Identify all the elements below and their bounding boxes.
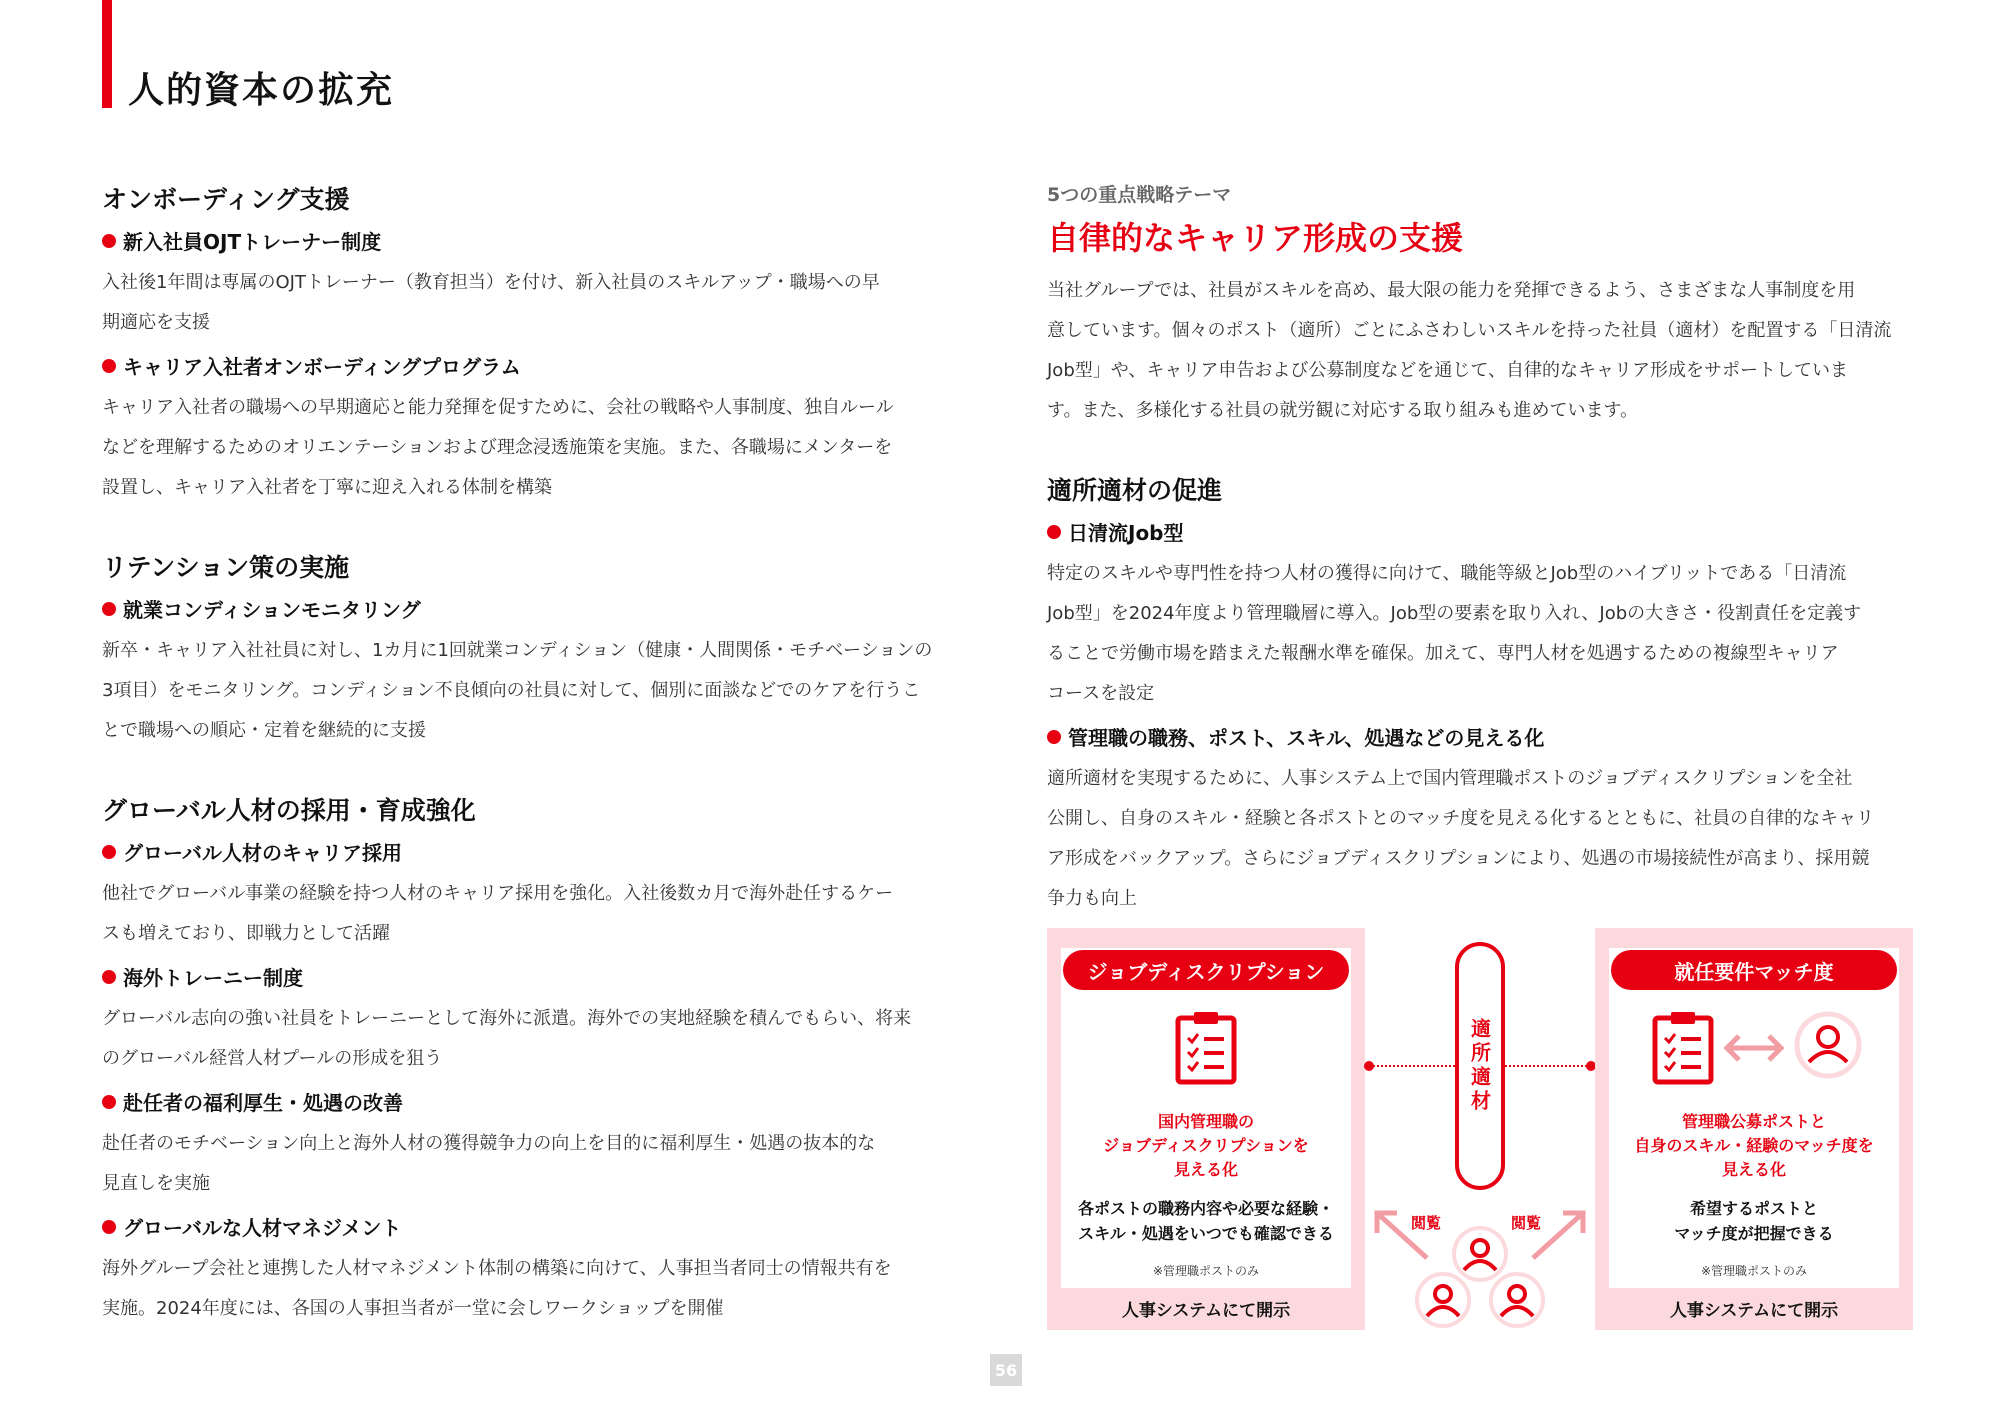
- bullet-dot: [102, 234, 116, 248]
- subheading: [102, 226, 968, 255]
- text-line: 新卒・キャリア入社社員に対し、1カ月に1回就業コンディション（健康・人間関係・モチベーションの: [102, 640, 933, 661]
- paragraph: [102, 874, 968, 954]
- bullet-dot: [1047, 730, 1061, 744]
- subheading: [102, 1212, 968, 1241]
- text-line: マッチ度が把握できる: [1674, 1224, 1834, 1243]
- text-line: 見える化: [1721, 1160, 1786, 1179]
- text-line: スも増えており、即戦力として活躍: [102, 923, 390, 944]
- intro-paragraph: [1047, 271, 1913, 431]
- text-line: Job型」や、キャリア申告および公募制度などを通じて、自律的なキャリア形成をサポートしていま: [1047, 360, 1849, 381]
- text-line: 実施。2024年度には、各国の人事担当者が一堂に会しワークショップを開催: [102, 1298, 724, 1319]
- capsule-label: 適所適材: [1467, 1018, 1492, 1114]
- subheading-text: グローバルな人材マネジメント: [123, 1216, 402, 1240]
- left-column: [102, 180, 968, 1329]
- text-line: 入社後1年間は専属のOJTトレーナー（教育担当）を付け、新入社員のスキルアップ・職場への早: [102, 272, 880, 293]
- bullet-dot: [102, 970, 116, 984]
- subheading: [102, 351, 968, 380]
- panel-note: ※管理職ポストのみ: [1700, 1264, 1808, 1278]
- text-line: ジョブディスクリプションを: [1103, 1136, 1309, 1155]
- section-global: [102, 791, 968, 1329]
- text-line: ることで労働市場を踏まえた報酬水準を確保。加えて、専門人材を処遇するための複線型キャリア: [1047, 643, 1839, 664]
- paragraph: [102, 631, 968, 751]
- placement-capsule: [1455, 942, 1505, 1190]
- text-line: グローバル志向の強い社員をトレーニーとして海外に派遣。海外での実地経験を積んでもらい、将来: [102, 1008, 912, 1029]
- theme-label: 5つの重点戦略テーマ: [1047, 184, 1232, 206]
- panel-footer: 人事システムにて開示: [1669, 1301, 1839, 1321]
- paragraph: [1047, 759, 1913, 919]
- subheading: [102, 837, 968, 866]
- view-label-right: 閲覧: [1511, 1214, 1542, 1232]
- text-line: 3項目）をモニタリング。コンディション不良傾向の社員に対して、個別に面談などでのケアを行うこ: [102, 680, 921, 701]
- panel-pill-label: 就任要件マッチ度: [1611, 950, 1897, 990]
- text-line: Job型」を2024年度より管理職層に導入。Job型の要素を取り入れ、Jobの大きさ・役割責任を定義す: [1047, 603, 1862, 624]
- subheading-text: キャリア入社者オンボーディングプログラム: [123, 355, 521, 379]
- paragraph: [1047, 554, 1913, 714]
- bullet-dot: [102, 1220, 116, 1234]
- paragraph: [102, 999, 968, 1079]
- clipboard-icon: [1651, 1010, 1715, 1086]
- text-line: 各ポストの職務内容や必要な経験・: [1077, 1199, 1334, 1218]
- text-line: 見える化: [1173, 1160, 1238, 1179]
- paragraph: [102, 1249, 968, 1329]
- text-line: 自身のスキル・経験のマッチ度を: [1634, 1136, 1874, 1155]
- subheading-text: 就業コンディションモニタリング: [123, 598, 421, 622]
- section-heading: 適所適材の促進: [1047, 476, 1223, 505]
- page-number: 56: [990, 1354, 1022, 1386]
- section-heading: オンボーディング支援: [102, 185, 350, 214]
- text-line: キャリア入社者の職場への早期適応と能力発揮を促すために、会社の戦略や人事制度、独自ルール: [102, 397, 894, 418]
- subheading-text: 海外トレーニー制度: [123, 966, 303, 990]
- text-line: す。また、多様化する社員の就労観に対応する取り組みも進めています。: [1047, 400, 1639, 421]
- subheading-text: 赴任者の福利厚生・処遇の改善: [123, 1091, 403, 1115]
- bullet-dot: [102, 602, 116, 616]
- text-line: とで職場への順応・定着を継続的に支援: [102, 720, 426, 741]
- text-line: ア形成をバックアップ。さらにジョブディスクリプションにより、処遇の市場接続性が高まり、採用競: [1047, 848, 1870, 869]
- subheading: [102, 962, 968, 991]
- bullet-dot: [102, 845, 116, 859]
- text-line: 他社でグローバル事業の経験を持つ人材のキャリア採用を強化。入社後数カ月で海外赴任するケー: [102, 883, 894, 904]
- section-heading: リテンション策の実施: [102, 553, 350, 582]
- text-line: 海外グループ会社と連携した人材マネジメント体制の構築に向けて、人事担当者同士の情報共有を: [102, 1258, 892, 1279]
- text-line: 管理職公募ポストと: [1681, 1112, 1826, 1131]
- paragraph: [102, 388, 968, 508]
- match-rate-panel: [1595, 928, 1913, 1330]
- text-line: 設置し、キャリア入社者を丁寧に迎え入れる体制を構築: [102, 477, 552, 498]
- text-line: 争力も向上: [1047, 888, 1137, 909]
- page-title: 人的資本の拡充: [128, 70, 395, 111]
- section-right-placement: [1047, 471, 1913, 919]
- subheading-text: 日清流Job型: [1068, 521, 1184, 545]
- panel-note: ※管理職ポストのみ: [1152, 1264, 1260, 1278]
- text-line: 当社グループでは、社員がスキルを高め、最大限の能力を発揮できるよう、さまざまな人事制度を用: [1047, 280, 1856, 301]
- double-arrow-icon: [1719, 1028, 1789, 1068]
- section-retention: [102, 548, 968, 751]
- section-onboarding: [102, 180, 968, 508]
- panel-pill-label: ジョブディスクリプション: [1063, 950, 1349, 990]
- text-line: 期適応を支援: [102, 312, 210, 333]
- subheading: [1047, 517, 1913, 546]
- text-line: 見直しを実施: [102, 1173, 210, 1194]
- panel-black-text: [1595, 1196, 1913, 1246]
- paragraph: [102, 263, 968, 343]
- text-line: 公開し、自身のスキル・経験と各ポストとのマッチ度を見える化するとともに、社員の自律的なキャリ: [1047, 808, 1875, 829]
- bullet-dot: [1047, 525, 1061, 539]
- bullet-dot: [102, 359, 116, 373]
- text-line: 国内管理職の: [1157, 1112, 1254, 1131]
- person-icon: [1793, 1010, 1863, 1080]
- theme-title: 自律的なキャリア形成の支援: [1047, 219, 1464, 257]
- subheading-text: グローバル人材のキャリア採用: [123, 841, 402, 865]
- panel-red-text: [1595, 1110, 1913, 1182]
- panel-footer: 人事システムにて開示: [1121, 1301, 1291, 1321]
- text-line: 適所適材を実現するために、人事システム上で国内管理職ポストのジョブディスクリプションを全社: [1047, 768, 1853, 789]
- paragraph: [102, 1124, 968, 1204]
- title-accent-bar: [102, 0, 112, 108]
- text-line: コースを設定: [1047, 683, 1155, 704]
- subheading: [1047, 722, 1913, 751]
- subheading-text: 新入社員OJTトレーナー制度: [123, 230, 382, 254]
- subheading-text: 管理職の職務、ポスト、スキル、処遇などの見える化: [1068, 726, 1545, 750]
- subheading: [102, 1087, 968, 1116]
- text-line: 特定のスキルや専門性を持つ人材の獲得に向けて、職能等級とJob型のハイブリットである「日清流: [1047, 563, 1847, 584]
- text-line: 希望するポストと: [1689, 1199, 1818, 1218]
- text-line: 意しています。個々のポスト（適所）ごとにふさわしいスキルを持った社員（適材）を配置する「日清流: [1047, 320, 1892, 341]
- text-line: 赴任者のモチベーション向上と海外人材の獲得競争力の向上を目的に福利厚生・処遇の抜本的な: [102, 1133, 876, 1154]
- text-line: などを理解するためのオリエンテーションおよび理念浸透施策を実施。また、各職場にメンターを: [102, 437, 893, 458]
- text-line: のグローバル経営人材プールの形成を狙う: [102, 1048, 443, 1069]
- section-heading: グローバル人材の採用・育成強化: [102, 796, 476, 825]
- subheading: [102, 594, 968, 623]
- view-label-left: 閲覧: [1411, 1214, 1442, 1232]
- bullet-dot: [102, 1095, 116, 1109]
- text-line: スキル・処遇をいつでも確認できる: [1078, 1224, 1334, 1243]
- people-group-icon: [1415, 1226, 1545, 1330]
- right-column: [1047, 180, 1913, 919]
- job-matching-diagram: [1047, 928, 1913, 1330]
